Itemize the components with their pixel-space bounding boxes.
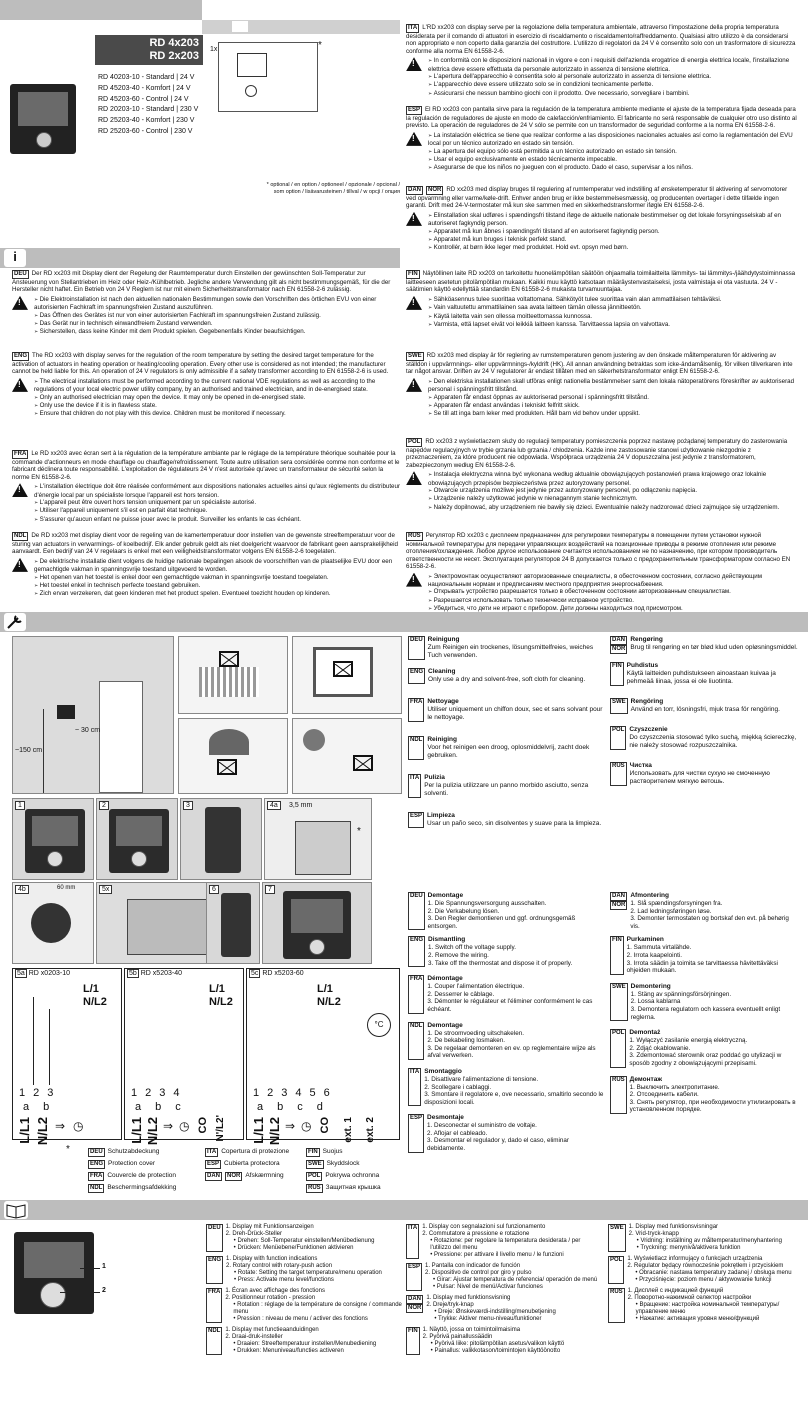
cleaning-col2: DAN NOR Rengøring Brug til rengøring en tør blød klud uden opløsningsmiddel. FIN Puhdistus Käytä laitteiden puhdistukseen ainoastaan kuivaa ja pehmeää liinaa, jossa ei ole liuotinta. SWE Rengöring Använd en torr, lösningsfri, mjuk trasa för rengöring. POL Czyszczenie Do czyszczenia stosować tylko suchą, miękką ściereczkę, nie należy stosować rozpuszczalnika. RUS Чистка Использовать для чистки сухую не смоченную растворителем мягкую ветошь. [612, 636, 798, 785]
model-item: RD 25203-40 - Komfort | 230 V [98, 117, 195, 125]
cross-icon [217, 759, 237, 775]
product-title: RD 4x203 RD 2x203 [95, 35, 203, 65]
install-bar [0, 612, 808, 632]
safety-pol: POL RD xx203 z wyświetlaczem służy do regulacji temperatury pomieszczenia poprzez nastawę pożądanej temperatury do zasterowania napędów regulacyjnych w trybie grzania lub grzania / chłodzenia. Każde inne zastosowanie stanowi użytkowanie niezgodnie z przeznaczeniem, za które producent nie odpowiada. Współpraca urządzenia 24 V dopuszczalna jest jedynie z transformatorem, zabezpieczonym według EN 61558-2-6. ! ➢ Instalacja elektryczna winna być wykonana według aktualnie obowiązujących postanowień prawa krajowego oraz lokalnie obowiązujących przepisów bezpieczeństwa przez autoryzowany personel. ➢ Otwarcie urządzenia możliwe jest jedynie przez autoryzowany personel, po odłączeniu napięcia. ➢ Urządzenie należy użytkować jedynie w nienagannym stanie technicznym. ➢ Należy dopilnować, aby urządzeniem nie bawiły się dzieci. Ewentualnie należy nadzorować dzieci zajmujące się urządzeniem. [406, 438, 798, 512]
optional-note: * optional / en option / optioneel / opzionale / opcional / som option / lisävarusteinen / tillval / w opcji / опция [266, 182, 400, 195]
header-bar-mid [202, 20, 400, 34]
model-item: RD 45203-60 - Control | 24 V [98, 95, 189, 103]
model-item: RD 40203-10 - Standard | 24 V [98, 74, 195, 81]
thermostat-mark [57, 705, 75, 719]
info-icon: i [4, 249, 26, 267]
step-6-image: 6 [206, 882, 260, 964]
step-4a-image: 4a 3,5 mm [264, 798, 372, 880]
distance-door: ~ 30 cm [75, 727, 101, 734]
no-window-diagram [292, 636, 402, 714]
cross-icon [353, 755, 373, 771]
overview-col3: SWE 1. Display med funktionsvisningar 2. Vrid-tryck-knapp • Vridning: inställning av måltemperatur/menyhantering • Tryckning: menynivå/aktivera funktion POL 1. Wyświetlacz informujący o funkcjach urządzenia 2. Regulator będący równocześnie pokrętłem i przyciskiem • Obracanie: nastawa temperatury zadanej / obsługa menu • Przyciśnięcie: poziom menu / aktywowanie funkcji RUS 1. Дисплей с индикацией функций 2. Поворотно-нажимной селектор настройки • Вращение: настройка номинальной температуры/управление меню • Нажатие: активация уровня меню/функций [610, 1224, 792, 1322]
safety-eng: ENG The RD xx203 with display serves for the regulation of the room temperature by setting the desired target temperature for the activation of actuators in heating operation or heating/cooling operation. Every other use is considered as not intended; the manufacturer cannot be held liable for this. An operation of 24 V regulators is only admissible if a safety transformer according to EN 61558-2-6 is used. ! ➢ The electrical installations must be performed according to the current national VDE regulations as well as according to the regulations of your local electric power utility company, by an authorised and trained electrician, and in de-energised state. ➢ Only an authorised electrician may open the device. It may only be opened in de-energised state. ➢ Only use the device if it is in flawless state. ➢ Ensure that children do not play with this device. Children must be monitored if necessary. [12, 352, 400, 419]
cross-icon [219, 651, 239, 667]
model-item: RD 25203-60 - Control | 230 V [98, 127, 193, 135]
step-7-image: 7 [262, 882, 372, 964]
safety-fin: FIN Näytöllinen laite RD xx203 on tarkoitettu huonelämpötilan säätöön ohjaamalla toimilaitteita lämmitys- tai lämmitys-/jäähdytystoiminnassa laitteeseen asetetun pitolämpötilan mukaan. Kaikki muu käyttö katsotaan määräystenvastaiseksi, josta valmistaja ei ota vastuuta. 24 V -säätimien käyttö edellyttää standardin EN 61558-2-6 mukaista turvamuuntajaa. ! ➢ Sähköasennus tulee suorittaa voltattomana. Sähkötyöt tulee suorittaa vain alan ammattilaisen tehtäväksi. ➢ Vain valtuutettu ammattilainen saa avata laitteen tämän ollessa jännitteetön. ➢ Käytä laitetta vain sen ollessa moitteettomassa kunnossa. ➢ Varmista, että lapset eivät voi leikkiä laitteen kanssa. Tarvittaessa lapsia on valvottava. [406, 270, 798, 329]
product-image [10, 84, 76, 154]
safety-esp: ESP El RD xx203 con pantalla sirve para la regulación de la temperatura ambiente mediante el ajuste de la temperatura fijada deseada para la regulación de reguladores de ajuste en modo de calefacción/enfriamiento. El fabricante no será responsable de cualquier otro uso distinto al previsto. La operación de reguladores de 24 V sólo se permite con un transformador de seguridad conforme a la norma EN 61558-2-6. ! ➢ La instalación eléctrica se tiene que realizar conforme a las disposiciones nacionales actuales así como la reglamentación del EVU local por un técnico autorizado en estado sin tensión. ➢ La apertura del equipo sólo está permitida a un técnico autorizado en estado sin tensión. ➢ Usar el equipo exclusivamente en estado técnicamente impecable. ➢ Asegurarse de que los niños no jueguen con el producto. Dado el caso, supervisar a los niños. [406, 106, 798, 173]
callout-2: 2 [102, 1287, 106, 1294]
cover-legend-col1: DEU Schutzabdeckung ENG Protection cover FRA Couvercle de protection NDL Beschermingsafdekking [90, 1148, 177, 1191]
door [99, 681, 143, 793]
overview-col2: ITA 1. Display con segnalazioni sul funzionamento 2. Commutatore a pressione e rotazione • Rotazione: per regolare la temperatura desiderata / per l'utilizzo del menu • Pressione: per attivare il livello menu / le funzioni ESP 1. Pantalla con indicador de función 2. Dispositivo de control por giro y pulso • Girar: Ajustar temperatura de referencia/ operación de menú • Pulsar: Nivel de menú/Activar funciones DAN NOR 1. Display med funktionsvisning 2. Dreje/tryk-knap • Dreje: Ønskeværdi-indstilling/menubetjening • Trykke: Aktiver menu-niveau/funktioner FIN 1. Näyttö, jossa on toimintoilmaisima 2. Pyörivä painallussäädin • Pyörivä liike: pitolämpötilan asetus/valikon käyttö • Painallus: valikkotason/toimintojen käyttöönotto [408, 1224, 598, 1354]
optional-asterisk: * [318, 40, 322, 51]
model-list [98, 73, 198, 138]
warning-icon [406, 132, 422, 146]
room-diagram [12, 636, 174, 794]
model-item: RD 20203-10 - Standard | 230 V [98, 106, 199, 114]
safety-deu: DEU Der RD xx203 mit Display dient der Regelung der Raumtemperatur durch Einstellen der gewünschten Soll-Temperatur zur Ansteuerung von Stellantrieben im Heiz oder Heiz-/Kühlbetrieb. Jegliche andere Verwendung gilt als nicht bestimmungsgemäß, für die der Hersteller nicht haftet. Ein Betrieb von 24 V Reglern ist nur mit einem Sicherheitstransformator nach EN 61558-2-6 zulässig. ! ➢ Die Elektroinstallation ist nach den aktuellen nationalen Bestimmungen sowie den Vorschriften des örtlichen EVU von einer autorisierten Fachkraft im spannungsfreien Zustand auszuführen. ➢ Das Öffnen des Gerätes ist nur von einer autorisierten Fachkraft im spannungsfreien Zustand zulässig. ➢ Das Gerät nur in technisch einwandfreiem Zustand verwenden. ➢ Sicherstellen, dass keine Kinder mit dem Produkt spielen. Gegebenenfalls Kinder beaufsichtigen. [12, 270, 400, 337]
warning-icon [12, 483, 28, 497]
wrench-icon [4, 613, 26, 631]
warning-icon [406, 471, 422, 485]
cover-legend-col3: FIN Suojus SWE Skyddslock POL Pokrywa ochronna RUS Защитная крышка [308, 1148, 381, 1191]
book-icon [4, 1201, 28, 1219]
warning-icon [406, 296, 422, 310]
cleaning-col1: DEU Reinigung Zum Reinigen ein trockenes, lösungsmittelfreies, weiches Tuch verwenden. ENG Cleaning Only use a dry and solvent-free, soft cloth for cleaning. FRA Nettoyage Utiliser uniquement un chiffon doux, sec et sans solvant pour le nettoyage. NDL Reiniging Voor het reinigen een droog, oplosmiddelvrij, zacht doek gebruiken. ITA Pulizia Per la pulizia utilizzare un panno morbido asciutto, senza solventi. ESP Limpieza Usar un paño seco, sin disolventes y suave para la limpieza. [410, 636, 603, 827]
cover-legend-col2: ITA Copertura di protezione ESP Cubierta protectora DAN NOR Afskærmning [207, 1148, 290, 1179]
step-1-image: 1 [12, 798, 94, 880]
safety-bar [0, 248, 400, 268]
step4a-asterisk: * [357, 826, 361, 837]
callout-1: 1 [102, 1263, 106, 1270]
safety-ndl: NDL De RD xx203 met display dient voor de regeling van de kamertemperatuur door instellen van de gewenste streeftemperatuur voor de sturing van actuators in verwarmings- of koelbedrijf. Elk ander gebruik geldt als niet doelgericht waarvoor de fabrikant geen aansprakelijkheid aanvaardt. Een bedrijf van 24 V regelaars is enkel met een veiligheidstransformator volgens EN 61558-2-6 toegelaten. ! ➢ De elektrische installatie dient volgens de huidige nationale bepalingen alsook de voorschriften van de plaatselijke EVU door een gemachtigde vakman in spanningsvrije toestand uitgevoerd te worden. ➢ Het openen van het toestel is enkel door een gemachtigde vakman in spanningsvrije toestand toegelaten. ➢ Het toestel enkel in technisch perfecte toestand gebruiken. ➢ Zich ervan verzekeren, dat geen kinderen met het product spelen. Eventueel toezicht houden op kinderen. [12, 532, 400, 599]
no-sun-diagram [292, 718, 402, 794]
dismantling-col1: DEU Demontage 1. Die Spannungsversorgung ausschalten. 2. Die Verkabelung lösen. 3. Den Regler demontieren und ggf. ordnungsgemäß entsorgen. ENG Dismantling 1. Switch off the voltage supply. 2. Remove the wiring. 3. Take off the thermostat and dispose it of properly. FRA Démontage 1. Couper l'alimentation électrique. 2. Desserrer le câblage. 3. Démonter le régulateur et l'éliminer conformément le cas échéant. NDL Demontage 1. De stroomvoeding uitschakelen. 2. De bekabeling losmaken. 3. De regelaar demonteren en ev. op reglementaire wijze als afval verwerken. ITA Smontaggio 1. Disattivare l'alimentazione di tensione. 2. Scollegare i cablaggi. 3. Smontare il regolatore e, ove necessario, smaltirlo secondo le disposizioni locali. ESP Desmontaje 1. Desconectar el suministro de voltaje. 2. Aflojar el cableado. 3. Desmontar el regulador y, dado el caso, eliminar debidamente. [410, 892, 604, 1153]
quantity: 1x [210, 46, 218, 53]
wiring-diagram-5b: 5b RD x5203-40 L/1 N/L2 1234 abc L/L1 N/L2 ⇒ ◷ CO N'/L2' [124, 968, 244, 1140]
sensor-icon: °C [367, 1013, 391, 1037]
wiring-diagram-5c: 5c RD x5203-60 L/1 N/L2 °C 123456 abcd L/L1 N/L2 ⇒ ◷ CO ext. 1 ext. 2 [246, 968, 400, 1140]
step-5x-image: 5x [96, 882, 260, 964]
frame-image [218, 42, 318, 112]
wiring-diagram-5a: 5a RD x0203-10 L/1 N/L2 123 ab L/L1 N/L2 ⇒ ◷ [12, 968, 122, 1140]
warning-icon [406, 573, 422, 587]
step-2-image: 2 [96, 798, 178, 880]
safety-fra: FRA Le RD xx203 avec écran sert à la régulation de la température ambiante par le réglage de la température théorique souhaitée pour la commande d'actionneurs en mode chauffage ou chauffage/refroidissement. Toute autre utilisation sera considérée comme non conforme et le fabricant déclinera toute responsabilité. L'exploitation de régulateurs 24 V n'est autorisée qu'avec un transformateur de sécurité selon la norme EN 61558-2-6. ! ➢ L'installation électrique doit être réalisée conformément aux dispositions nationales actuelles ainsi qu'aux règlements du distributeur d'énergie local par un spécialiste lorsque l'appareil est hors tension. ➢ L'appareil peut être ouvert hors tension uniquement par un spécialiste autorisé. ➢ Utiliser l'appareil uniquement s'il est en parfait état technique. ➢ S'assurer qu'aucun enfant ne puisse jouer avec le produit. Surveiller les enfants le cas échéant. [12, 450, 400, 524]
no-lamp-diagram [178, 718, 288, 794]
model-item: RD 45203-40 - Komfort | 24 V [98, 84, 191, 92]
legend-asterisk: * [66, 1144, 70, 1155]
dismantling-col2: DAN NOR Afmontering 1. Slå spændingsforsyningen fra. 2. Lad ledningsføringen løse. 3. Demonter termostaten og bortskaf den evt. på behørig vis. FIN Purkaminen 1. Sammuta virtalähde. 2. Irrota kaapelointi. 3. Irrota säädin ja toimita se tarvittaessa hävitettäväksi ohjeiden mukaan. SWE Demontering 1. Stäng av spänningsförsörjningen. 2. Lossa kablarna 3. Demontera regulatorn och kassera eventuellt enligt reglerna. POL Demontaż 1. Wyłączyć zasilanie energią elektryczną. 2. Zdjąć okablowanie. 3. Zdemontować sterownik oraz poddać go utylizacji w sposób zgodny z obowiązującymi przepisami. RUS Демонтаж 1. Выключить электропитание. 2. Отсоединить кабели. 3. Снять регулятор, при необходимости утилизировать в установленном порядке. [612, 892, 796, 1114]
distance-floor: ~150 cm [15, 747, 43, 754]
no-radiator-diagram [178, 636, 288, 714]
cross-icon [333, 661, 353, 677]
overview-col1: DEU 1. Display mit Funktionsanzeigen 2. Dreh-Drück-Steller • Drehen: Soll-Temperatur einstellen/Menübedienung • Drücken: Menüebene/Funktionen aktivieren ENG 1. Display with function indications 2. Rotary control with rotary-push action • Rotate: Setting the target temperature/menu operation • Press: Activate menu level/functions FRA 1. Écran avec affichage des fonctions 2. Positionneur rotation - pression • Rotation : réglage de la température de consigne / commande menu • Pression : niveau de menu / activer des fonctions NDL 1. Display met functieaanduidingen 2. Draai-druk-insteller • Draaien: Streeftemperatuur instellen/Menubediening • Drukken: Menuniveau/functies activeren [208, 1224, 402, 1354]
overview-device-image [14, 1232, 94, 1314]
header-bar-left [0, 0, 202, 20]
warning-icon [406, 57, 422, 71]
step-3-image: 3 [180, 798, 262, 880]
safety-rus: RUS Регулятор RD xx203 с дисплеем предназначен для регулировки температуры в помещении путем установки нужной номинальной температуры для передачи управляющих воздействий на позиционные приводы в режиме отопления или режиме отопления/охлаждения. Любое другое использование считается использованием не по назначению, при котором производитель ответственности не несет. Эксплуатация регуляторов 24 В допускается только с предохранительным трансформатором согласно EN 61558-2-6. ! ➢ Электромонтаж осуществляют авторизованные специалисты, в обесточенном состоянии, согласно действующим национальным нормам и предписаниям местного предприятия энергоснабжения. ➢ Открывать устройство разрешается только в обесточенном состоянии авторизованным специалистам. ➢ Разрешается использовать только технически исправное устройство. ➢ Убедиться, что дети не играют с прибором. Дети должны находиться под присмотром. [406, 532, 798, 614]
warning-icon [12, 378, 28, 392]
overview-bar [0, 1200, 808, 1220]
tools-icon [232, 21, 248, 32]
warning-icon [12, 296, 28, 310]
safety-ita: ITA L'RD xx203 con display serve per la regolazione della temperatura ambientale, attraverso l'impostazione della propria temperatura desiderata per il comando di attuatori in esercizio di riscaldamento o riscaldamento/raffreddamento. Qualsiasi altro utilizzo è da considerarsi non appropriato e non coperto dalla garanzia del costruttore. L'utilizzo di regolatori da 24 V è consentito solo con un trasformatore di sicurezza conforme alla norma EN 61558-2-6. ! ➢ In conformità con le disposizioni nazionali in vigore e con i requisiti dell'azienda erogatrice di energia elettrica locale, l'installazione elettrica deve essere effettuata da personale autorizzato in assenza di tensione elettrica. ➢ L'apertura dell'apparecchio è consentita solo al personale autorizzato in assenza di tensione elettrica. ➢ L'apparecchio deve essere utilizzato solo se in condizioni tecnicamente perfette. ➢ Assicurarsi che nessun bambino giochi con il prodotto. Ove necessario, sorvegliare i bambini. [406, 24, 798, 98]
warning-icon [12, 558, 28, 572]
warning-icon [406, 378, 422, 392]
safety-dan: DAN NOR RD xx203 med display bruges til regulering af rumtemperatur ved indstilling af ønsketemperatur til aktivering af servomotorer ved opvarmning eller varme/køle-drift. Enhver anden brug er ikke bestemmelsesmæssig, og producenten overtager i dette tilfælde ingen garanti. Drift med 24-V-termostater må kun ske sammen med en sikkerhedstransformer iføgle EN 61558-2-6. ! ➢ Elinstallation skal udføres i spændingsfri tilstand iføge de aktuelle nationale bestimmelser og det lokale forsyningsselskab af en autoriseret fagkyndig person. ➢ Apparatet må kun åbnes i spændingsfri tilstand af en autoriseret fagkyndig person. ➢ Apparatet må kun bruges i teknisk perfekt stand. ➢ Kontrollér, at børn ikke leger med produktet. Hold evt. opsyn med børn. [406, 186, 798, 253]
step-4b-image: 4b 60 mm [12, 882, 94, 964]
safety-swe: SWE RD xx203 med display är för reglering av rumstemperaturen genom justering av den önskade måltemperaturen för aktivering av ställdon i uppvärmnings- eller uppvärmnings-/kyldrift (HK). All annan användning betraktas som icke-ändamålsenlig, för vilken tillverkaren inte tar något ansvar. Driften av 24 V regulatorer är endast tillåten med en säkerhetstransformator enligt EN 61558-2-6. ! ➢ Den elektriska installationen skall utföras enligt nationella bestämmelser samt den lokala nätoperatörens föreskrifter av auktoriserad personal i spänningsfritt tillstånd. ➢ Apparaten får endast öppnas av auktoriserad personal i spänningsfritt tillstånd. ➢ Apparaten får endast användas i tekniskt felfritt skick. ➢ Se till att inga barn leker med produkten. Håll barn vid behov under uppsikt. [406, 352, 798, 419]
warning-icon [406, 212, 422, 226]
